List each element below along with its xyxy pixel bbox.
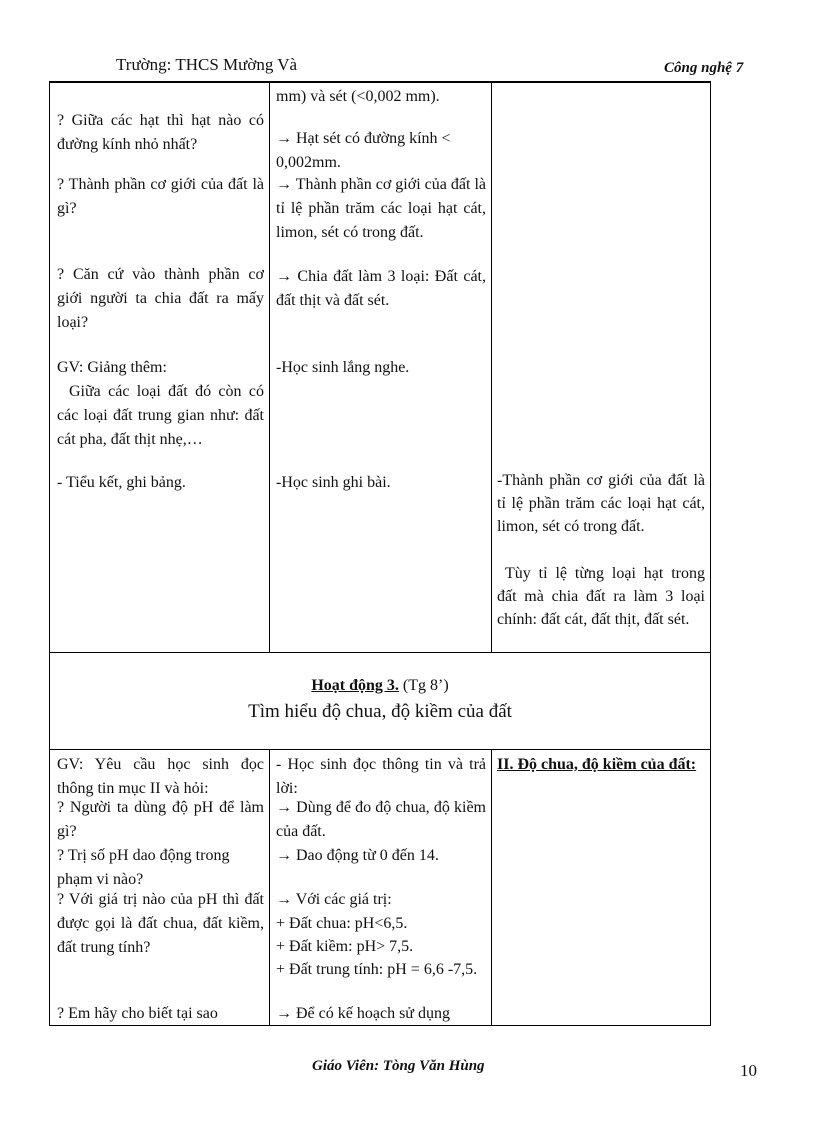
column-divider <box>269 81 270 653</box>
student-answer: → Thành phần cơ giới của đất là tỉ lệ phần trăm các loại hạt cát, limon, sét có trong đất. <box>276 176 486 241</box>
table-row-divider <box>49 652 711 653</box>
student-answer: → Để có kế hoạch sử dụng <box>276 1005 450 1022</box>
table-right-border <box>710 81 711 1026</box>
student-answer: + Đất kiềm: pH> 7,5. <box>276 938 414 955</box>
student-answer: + Đất trung tính: pH = 6,6 -7,5. <box>276 961 478 978</box>
teacher-question: ? Căn cứ vào thành phần cơ giới người ta chia đất ra mấy loại? <box>57 266 264 331</box>
column-divider <box>269 749 270 1026</box>
teacher-note: - Tiểu kết, ghi bảng. <box>57 474 186 491</box>
activity-heading <box>49 677 711 695</box>
column-divider <box>491 749 492 1026</box>
lesson-content: -Thành phần cơ giới của đất là tỉ lệ phần trăm các loại hạt cát, limon, sét có trong đất. <box>497 472 705 535</box>
page-number: 10 <box>740 1061 757 1080</box>
teacher-note: GV: Giảng thêm: <box>57 359 167 376</box>
student-answer: -Học sinh lắng nghe. <box>276 359 410 376</box>
activity-time: (Tg 8’) <box>398 677 449 694</box>
teacher-question: ? Người ta dùng độ pH để làm gì? <box>57 799 264 840</box>
student-answer: → Dùng để đo độ chua, độ kiềm của đất. <box>276 799 486 840</box>
teacher-question: ? Thành phần cơ giới của đất là gì? <box>57 176 264 217</box>
student-answer: → Hạt sét có đường kính < 0,002mm. <box>276 130 451 171</box>
lesson-content: Tùy tỉ lệ từng loại hạt trong đất mà chia đất ra làm 3 loại chính: đất cát, đất thịt, đất sét. <box>497 565 705 628</box>
column-divider <box>491 81 492 653</box>
teacher-note: Giữa các loại đất đó còn có các loại đất trung gian như: đất cát pha, đất thịt nhẹ,… <box>57 383 264 448</box>
student-answer: -Học sinh ghi bài. <box>276 474 391 491</box>
teacher-question: ? Giữa các hạt thì hạt nào có đường kính nhỏ nhất? <box>57 112 264 153</box>
section-heading: II. Độ chua, độ kiềm của đất: <box>497 756 697 773</box>
teacher-question: GV: Yêu cầu học sinh đọc thông tin mục II và hỏi: <box>57 756 264 797</box>
table-left-border <box>49 81 50 1026</box>
student-answer: - Học sinh đọc thông tin và trả lời: <box>276 756 486 797</box>
student-answer: → Dao động từ 0 đến 14. <box>276 847 439 864</box>
student-answer: → Với các giá trị: <box>276 891 392 908</box>
subject-name: Công nghệ 7 <box>664 60 744 76</box>
teacher-question: ? Em hãy cho biết tại sao <box>57 1005 218 1022</box>
teacher-question: ? Trị số pH dao động trong phạm vi nào? <box>57 847 230 888</box>
teacher-name: Giáo Viên: Tòng Văn Hùng <box>312 1058 485 1074</box>
table-row-divider <box>49 749 711 750</box>
school-name: Trường: THCS Mường Và <box>116 55 298 74</box>
teacher-question: ? Với giá trị nào của pH thì đất được gọi là đất chua, đất kiềm, đất trung tính? <box>57 891 264 956</box>
student-answer: → Chia đất làm 3 loại: Đất cát, đất thịt và đất sét. <box>276 268 486 309</box>
table-top-border <box>49 81 711 83</box>
student-answer: + Đất chua: pH<6,5. <box>276 915 408 932</box>
student-answer: mm) và sét (<0,002 mm). <box>276 88 440 105</box>
activity-title: Tìm hiểu độ chua, độ kiềm của đất <box>248 701 512 722</box>
activity-label: Hoạt động 3. <box>311 677 399 694</box>
